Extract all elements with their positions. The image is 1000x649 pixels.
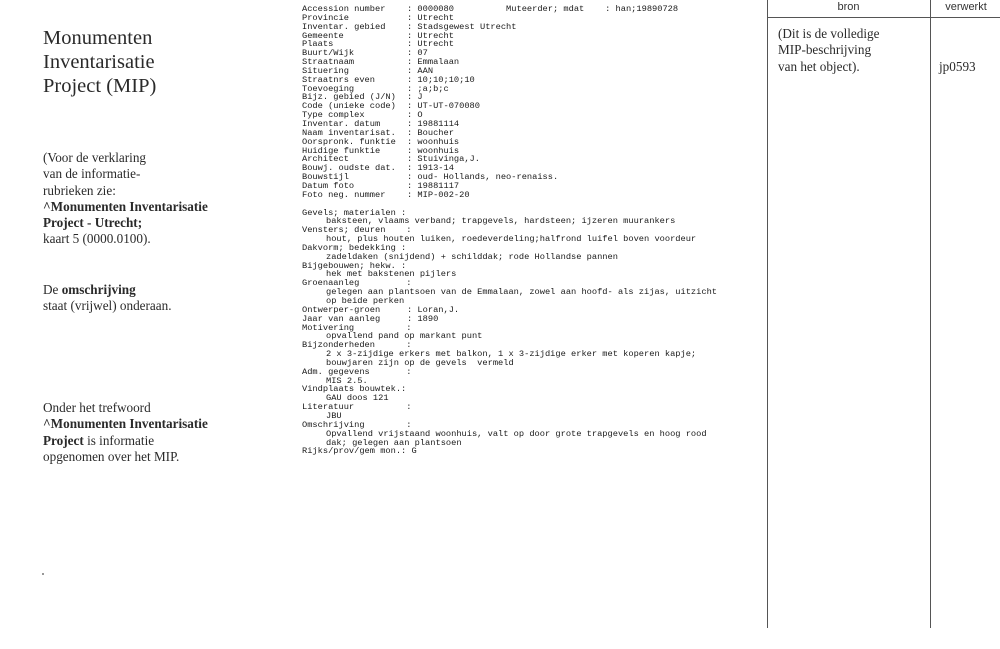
record-fields xyxy=(302,5,764,200)
field-value: : Utrecht xyxy=(407,13,454,23)
field-label: Bijz. gebied (J/N) xyxy=(302,93,396,103)
section-body: opvallend pand op markant punt xyxy=(326,331,483,342)
field-value: : Stuivinga,J. xyxy=(407,155,480,165)
source-cell xyxy=(778,26,928,75)
note-bold-line xyxy=(43,416,268,432)
section-body: bouwjaren zijn op de gevels vermeld xyxy=(326,357,514,368)
reference-keyword: Project - Utrecht; xyxy=(43,215,143,231)
section-label: Literatuur : xyxy=(302,402,412,413)
table-divider xyxy=(767,0,768,628)
section-omschrijving xyxy=(302,421,764,448)
note-keyword: omschrijving xyxy=(61,282,136,297)
field-label: Architect xyxy=(302,155,349,165)
field-value: : 19881114 xyxy=(407,119,460,129)
field-label: Buurt/Wijk xyxy=(302,49,355,59)
field-value: : O xyxy=(407,111,423,120)
section-body: baksteen, vlaams verband; trapgevels, hardsteen; ijzeren muurankers xyxy=(326,217,676,227)
field-label: Plaats xyxy=(302,40,334,50)
field-label: Inventar. gebied xyxy=(302,22,386,32)
description-note xyxy=(43,282,268,315)
field-label: Gemeente xyxy=(302,31,344,41)
field-label: Datum foto xyxy=(302,181,355,191)
note-line: van de informatie- xyxy=(43,166,141,182)
section-literatuur xyxy=(302,403,764,421)
field-label: Bouwj. oudste dat. xyxy=(302,164,396,174)
section-vensters xyxy=(302,226,764,244)
mip-record xyxy=(302,5,764,456)
field-label: Inventar. datum xyxy=(302,119,381,129)
field-value: : 0000080 Muteerder; mdat : han;19890728 xyxy=(407,5,679,14)
section-label: Gevels; materialen : xyxy=(302,208,407,218)
note-line: staat (vrijwel) onderaan. xyxy=(43,298,172,314)
section-label: Bijgebouwen; hekw. : xyxy=(302,260,407,271)
field-value: : woonhuis xyxy=(407,137,460,147)
processed-code: jp0593 xyxy=(939,59,976,74)
section-body: JBU xyxy=(326,410,342,421)
table-header-rule xyxy=(767,17,1000,18)
section-body: dak; gelegen aan plantsoen xyxy=(326,437,462,448)
section-groenaanleg xyxy=(302,279,764,306)
note-line xyxy=(43,433,268,449)
section-body: hek met bakstenen pijlers xyxy=(326,269,457,280)
field-value: : AAN xyxy=(407,66,434,76)
note-line: rubrieken zie: xyxy=(43,182,116,198)
reference-keyword: Project xyxy=(43,432,84,448)
field-value: : Utrecht xyxy=(407,31,454,41)
field-label: Straatnaam xyxy=(302,58,355,67)
field-label: Bouwstijl xyxy=(302,173,349,182)
section-label: Vensters; deuren : xyxy=(302,225,412,236)
field-value: : MIP-002-20 xyxy=(407,190,470,200)
field-value: G xyxy=(406,446,417,457)
section-body: zadeldaken (snijdend) + schilddak; rode Hollandse pannen xyxy=(326,251,618,262)
field-label: Naam inventarisat. xyxy=(302,128,396,138)
field-label: Code (unieke code) xyxy=(302,102,396,112)
source-line: (Dit is de volledige xyxy=(778,26,880,41)
section-label: Dakvorm; bedekking : xyxy=(302,242,407,253)
scan-speck xyxy=(42,573,44,575)
section-bijzonderheden xyxy=(302,341,764,368)
field-value: : UT-UT-070080 xyxy=(407,102,480,112)
field-value: : 1890 xyxy=(407,313,439,324)
note-line xyxy=(43,282,268,298)
field-value: : Utrecht xyxy=(407,40,454,50)
field-value: : Loran,J. xyxy=(407,304,460,315)
note-bold-line xyxy=(43,215,268,231)
field-value: : J xyxy=(407,93,423,103)
field-label: Foto neg. nummer xyxy=(302,190,386,200)
section-bijgebouwen xyxy=(302,262,764,280)
section-label: Bijzonderheden : xyxy=(302,340,412,351)
field-value: : Stadsgewest Utrecht xyxy=(407,22,517,32)
note-line: opgenomen over het MIP. xyxy=(43,448,180,464)
table-divider xyxy=(930,0,931,628)
field-label: Ontwerper-groen xyxy=(302,304,381,315)
title-line: Monumenten xyxy=(43,27,153,49)
source-line: van het object). xyxy=(778,58,860,74)
section-body: 2 x 3-zijdige erkers met balkon, 1 x 3-zijdige erker met koperen kapje; xyxy=(326,349,697,360)
source-line: MIP-beschrijving xyxy=(778,42,872,58)
section-body: gelegen aan plantsoen van de Emmalaan, zowel aan hoofd- als zijas, uitzicht xyxy=(326,287,718,298)
field-label: Rijks/prov/gem mon.: xyxy=(302,446,407,457)
keyword-note xyxy=(43,400,268,465)
field-value: : woonhuis xyxy=(407,146,460,156)
reference-keyword: ^Monumenten Inventarisatie xyxy=(43,416,208,432)
note-prefix: De xyxy=(43,282,62,297)
field-label: Oorspronk. funktie xyxy=(302,137,396,147)
field-label: Toevoeging xyxy=(302,84,355,94)
section-body: hout, plus houten luiken, roedeverdeling;halfrond luifel boven voordeur xyxy=(326,234,697,245)
source-table xyxy=(767,0,1000,628)
field-value: : 10;10;10;10 xyxy=(407,75,475,85)
field-label: Provincie xyxy=(302,13,349,23)
section-label: Omschrijving : xyxy=(302,419,412,430)
section-label: Vindplaats bouwtek.: xyxy=(302,384,407,395)
note-line: Onder het trefwoord xyxy=(43,400,151,415)
column-header-bron: bron xyxy=(837,1,860,13)
note-tail: is informatie xyxy=(83,432,155,448)
field-value: : 07 xyxy=(407,49,428,59)
page-title xyxy=(43,26,263,98)
title-line: Inventarisatie xyxy=(43,51,155,73)
reference-keyword: ^Monumenten Inventarisatie xyxy=(43,198,208,214)
field-value: : Emmalaan xyxy=(407,58,460,67)
field-value: : oud- Hollands, neo-renaiss. xyxy=(407,173,559,182)
title-line: Project (MIP) xyxy=(43,75,157,97)
field-label: Jaar van aanleg xyxy=(302,313,381,324)
field-value: : ;a;b;c xyxy=(407,84,449,94)
section-label: Motivering : xyxy=(302,322,412,333)
field-label: Straatnrs even xyxy=(302,75,375,85)
field-label: Situering xyxy=(302,66,349,76)
section-body: Opvallend vrijstaand woonhuis, valt op door grote trapgevels en hoog rood xyxy=(326,428,707,439)
field-value: : Boucher xyxy=(407,128,454,138)
section-body: MIS 2.5. xyxy=(326,375,368,386)
section-motivering xyxy=(302,324,764,342)
note-line: (Voor de verklaring xyxy=(43,150,147,165)
section-label: Groenaanleg : xyxy=(302,278,412,289)
section-vindplaats xyxy=(302,385,764,403)
section-body: GAU doos 121 xyxy=(326,393,389,404)
section-label: Adm. gegevens : xyxy=(302,366,412,377)
field-value: : 19881117 xyxy=(407,181,460,191)
note-bold-line xyxy=(43,199,268,215)
field-label: Type complex xyxy=(302,111,365,120)
field-label: Huidige funktie xyxy=(302,146,381,156)
section-dakvorm xyxy=(302,244,764,262)
section-gevels xyxy=(302,209,764,227)
field-value: : 1913-14 xyxy=(407,164,454,174)
column-header-verwerkt: verwerkt xyxy=(945,1,987,13)
note-line: kaart 5 (0000.0100). xyxy=(43,231,151,247)
section-adm xyxy=(302,368,764,386)
field-rijksmonument xyxy=(302,447,764,456)
explanation-note xyxy=(43,150,268,248)
section-body: op beide perken xyxy=(326,296,405,306)
field-label: Accession number xyxy=(302,5,386,14)
